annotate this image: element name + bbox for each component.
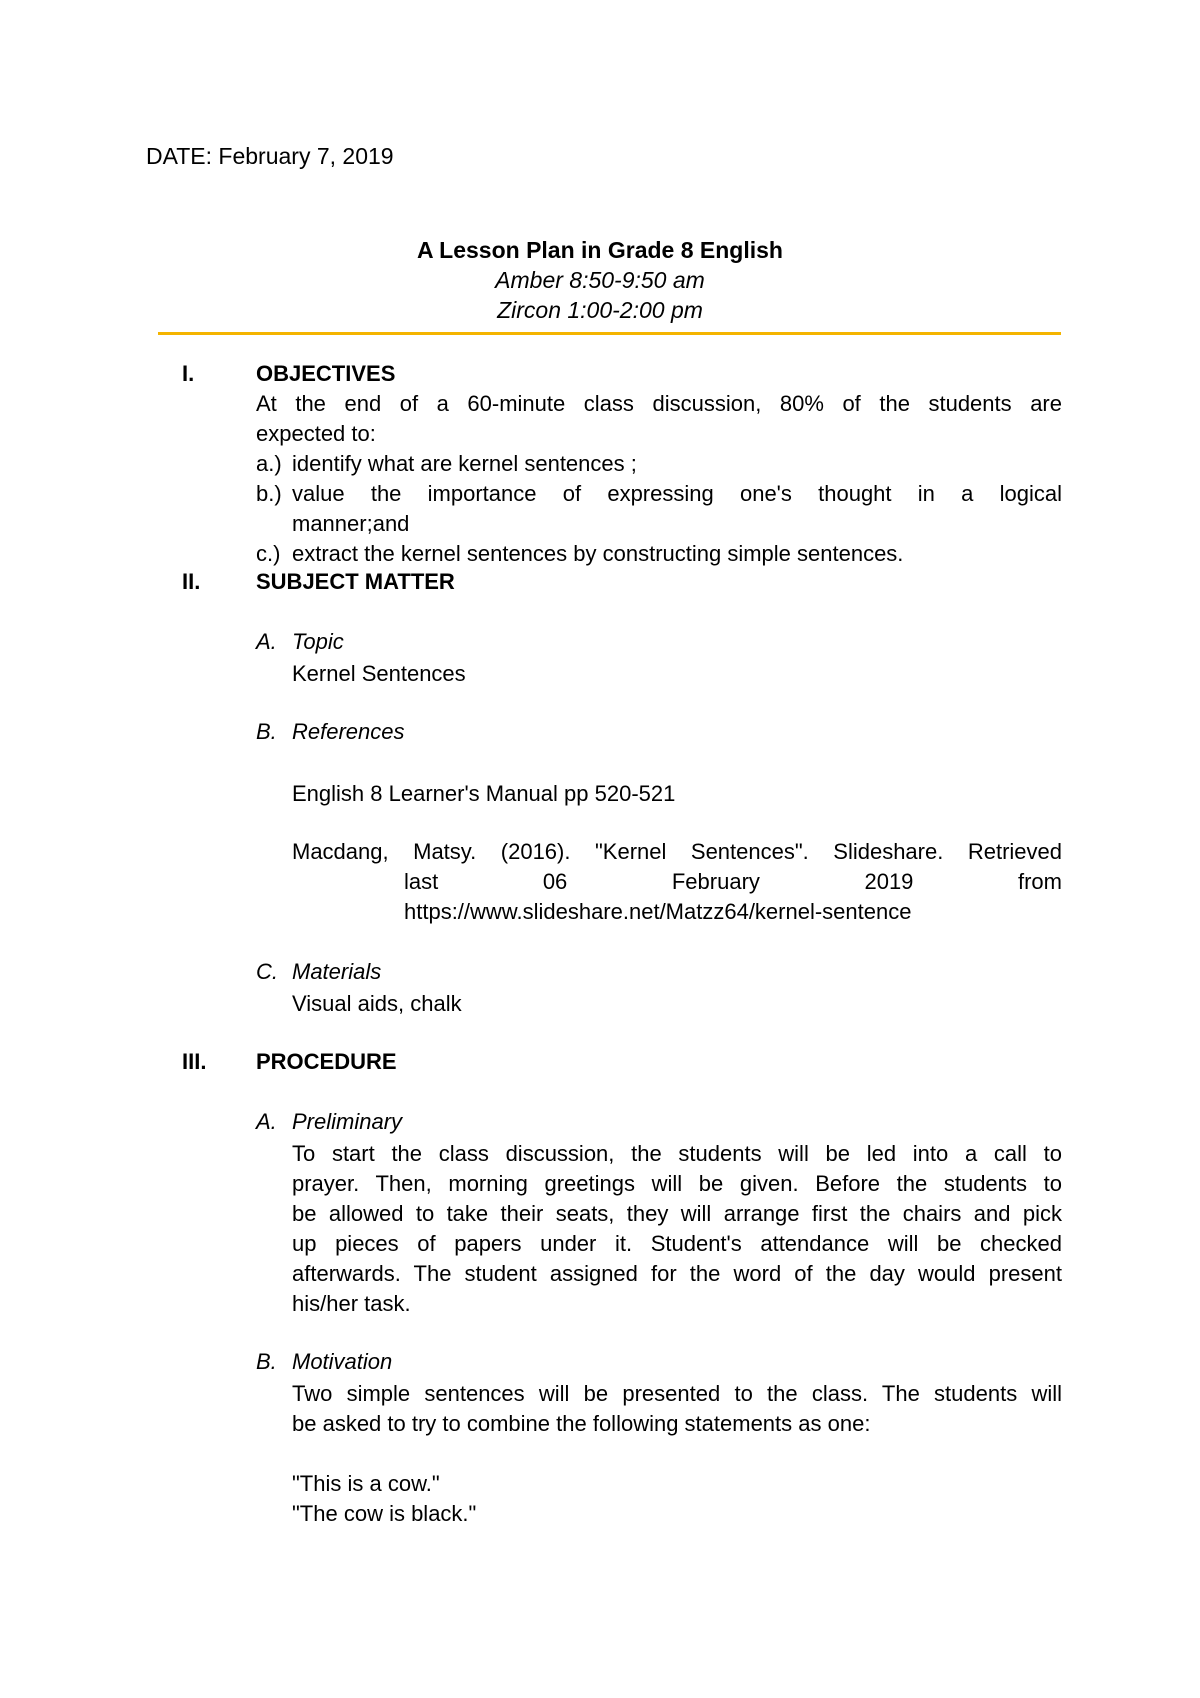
objective-text-line1: value the importance of expressing one's thought in a logical <box>292 481 1062 506</box>
reference-slideshare-line1: Macdang, Matsy. (2016). "Kernel Sentences". Slideshare. Retrieved <box>292 839 1062 864</box>
references-label: References <box>292 719 405 744</box>
materials-letter: C. <box>256 959 278 984</box>
objectives-intro-line1: At the end of a 60-minute class discussion, 80% of the students are <box>256 391 1062 416</box>
objective-text-line2: manner;and <box>292 511 410 536</box>
references-letter: B. <box>256 719 277 744</box>
section-title-subject-matter: SUBJECT MATTER <box>256 569 455 594</box>
title-divider <box>158 332 1061 335</box>
section-number-objectives: I. <box>182 361 195 386</box>
schedule-amber: Amber 8:50-9:50 am <box>495 267 705 293</box>
motivation-line: Two simple sentences will be presented to the class. The students will <box>292 1381 1062 1406</box>
objective-text: identify what are kernel sentences ; <box>292 451 637 476</box>
section-title-objectives: OBJECTIVES <box>256 361 396 386</box>
lesson-title: A Lesson Plan in Grade 8 English <box>417 237 783 263</box>
objective-letter: a.) <box>256 451 282 476</box>
motivation-line: be asked to try to combine the following statements as one: <box>292 1411 871 1436</box>
preliminary-line: afterwards. The student assigned for the word of the day would present <box>292 1261 1062 1286</box>
preliminary-line: be allowed to take their seats, they will arrange first the chairs and pick <box>292 1201 1062 1226</box>
objective-text: extract the kernel sentences by constructing simple sentences. <box>292 541 904 566</box>
motivation-quote: "This is a cow." <box>292 1471 440 1496</box>
preliminary-line: up pieces of papers under it. Student's attendance will be checked <box>292 1231 1062 1256</box>
materials-label: Materials <box>292 959 382 984</box>
preliminary-line: To start the class discussion, the students will be led into a call to <box>292 1141 1062 1166</box>
topic-letter: A. <box>256 629 277 654</box>
objective-item-c <box>256 539 1062 569</box>
motivation-letter: B. <box>256 1349 277 1374</box>
preliminary-line: prayer. Then, morning greetings will be given. Before the students to <box>292 1171 1062 1196</box>
schedule-zircon: Zircon 1:00-2:00 pm <box>497 297 703 323</box>
materials-value: Visual aids, chalk <box>292 991 462 1016</box>
preliminary-letter: A. <box>256 1109 277 1134</box>
motivation-label: Motivation <box>292 1349 393 1374</box>
objective-letter: b.) <box>256 481 282 506</box>
objective-item-a <box>256 449 1062 479</box>
topic-value: Kernel Sentences <box>292 661 466 686</box>
motivation-quote: "The cow is black." <box>292 1501 477 1526</box>
section-number-procedure: III. <box>182 1049 207 1074</box>
preliminary-label: Preliminary <box>292 1109 403 1134</box>
topic-label: Topic <box>292 629 344 654</box>
section-title-procedure: PROCEDURE <box>256 1049 397 1074</box>
reference-learners-manual: English 8 Learner's Manual pp 520-521 <box>292 781 676 806</box>
objectives-intro-line2: expected to: <box>256 421 376 446</box>
preliminary-line: his/her task. <box>292 1291 411 1316</box>
objective-letter: c.) <box>256 541 281 566</box>
reference-slideshare-line2: last 06 February 2019 from <box>404 869 1062 894</box>
section-number-subject-matter: II. <box>182 569 201 594</box>
date-line: DATE: February 7, 2019 <box>146 143 394 169</box>
reference-slideshare-url: https://www.slideshare.net/Matzz64/kernel-sentence <box>404 899 912 924</box>
